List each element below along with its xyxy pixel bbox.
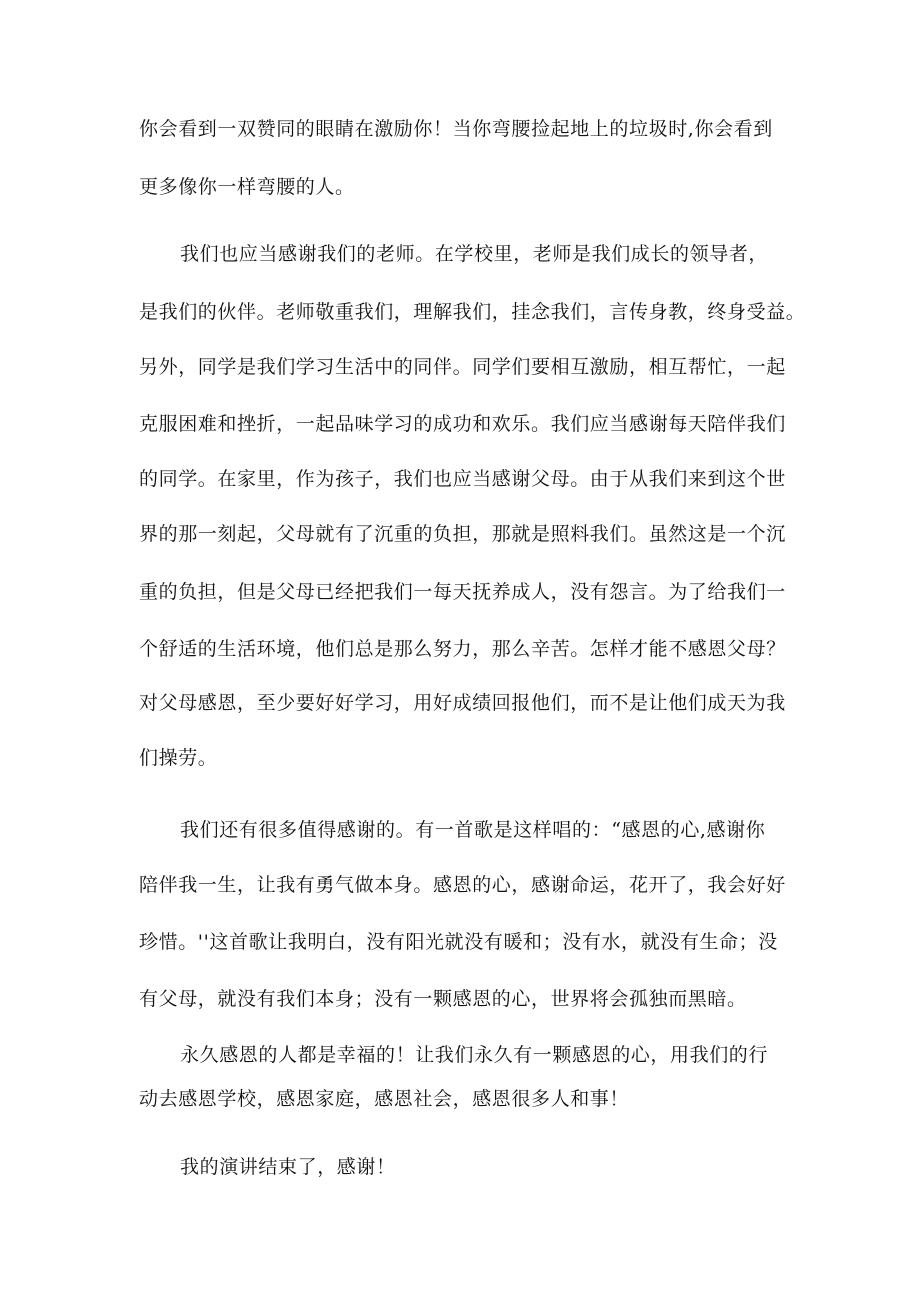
paragraph2-line9: 对父母感恩，至少要好好学习，用好成绩回报他们，而不是让他们成天为我: [139, 692, 786, 714]
paragraph1-line1: 你会看到一双赞同的眼睛在激励你！当你弯腰捡起地上的垃圾时,你会看到: [139, 118, 773, 140]
paragraph2-line4: 克服困难和挫折，一起品味学习的成功和欢乐。我们应当感谢每天陪伴我们: [139, 413, 786, 435]
paragraph2-line6: 界的那一刻起，父母就有了沉重的负担，那就是照料我们。虽然这是一个沉: [139, 523, 786, 545]
paragraph4-line1: 永久感恩的人都是幸福的！让我们永久有一颗感恩的心，用我们的行: [180, 1044, 769, 1066]
paragraph5-line1: 我的演讲结束了，感谢！: [180, 1156, 396, 1178]
paragraph3-line2: 陪伴我一生，让我有勇气做本身。感恩的心，感谢命运，花开了，我会好好: [139, 874, 786, 896]
paragraph2-line3: 另外，同学是我们学习生活中的同伴。同学们要相互激励，相互帮忙，一起: [139, 356, 786, 378]
paragraph3-line4: 有父母，就没有我们本身；没有一颗感恩的心，世界将会孤独而黑暗。: [139, 988, 747, 1010]
paragraph2-line2: 是我们的伙伴。老师敬重我们，理解我们，挂念我们，言传身教，终身受益。: [139, 301, 806, 323]
paragraph2-line8: 个舒适的生活环境，他们总是那么努力，那么辛苦。怎样才能不感恩父母？: [139, 638, 786, 660]
paragraph4-line2: 动去感恩学校，感恩家庭，感恩社会，感恩很多人和事！: [139, 1088, 630, 1110]
paragraph2-line10: 们操劳。: [139, 747, 218, 769]
paragraph3-line1: 我们还有很多值得感谢的。有一首歌是这样唱的：“感恩的心,感谢你: [180, 819, 766, 841]
paragraph2-line1: 我们也应当感谢我们的老师。在学校里，老师是我们成长的领导者，: [180, 243, 769, 265]
paragraph3-line3: 珍惜。''这首歌让我明白，没有阳光就没有暖和；没有水，就没有生命；没: [139, 931, 778, 953]
paragraph2-line7: 重的负担，但是父母已经把我们一每天抚养成人，没有怨言。为了给我们一: [139, 581, 786, 603]
paragraph1-line2: 更多像你一样弯腰的人。: [139, 176, 355, 198]
paragraph2-line5: 的同学。在家里，作为孩子，我们也应当感谢父母。由于从我们来到这个世: [139, 468, 786, 490]
